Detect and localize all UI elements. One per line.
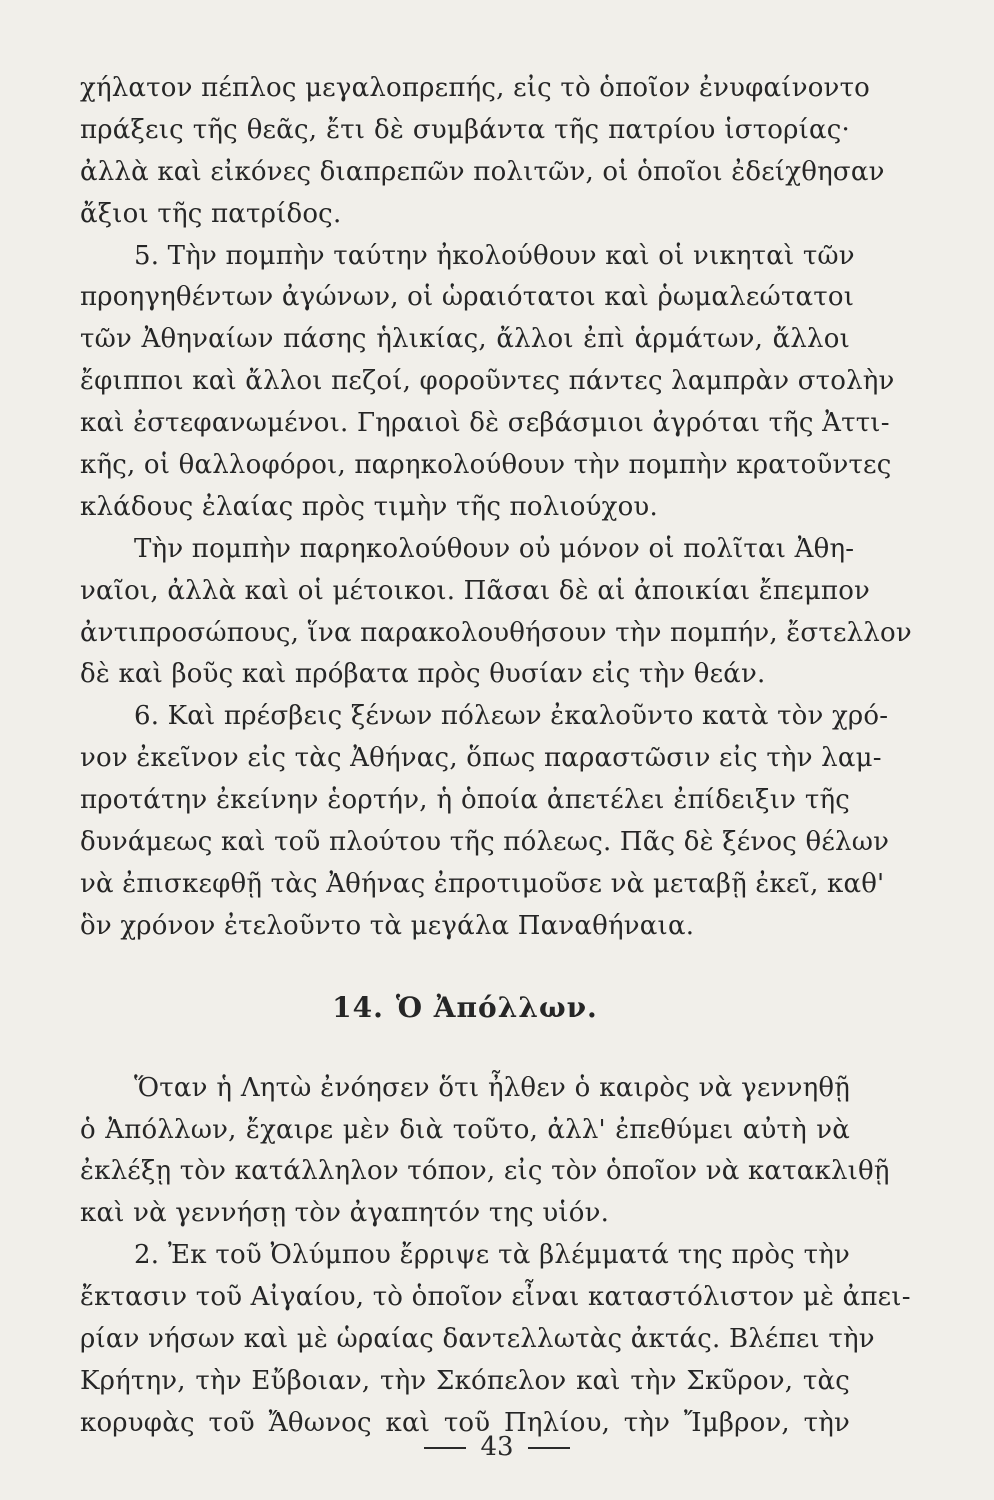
text-line: ἀντιπροσώπους, ἵνα παρακολουθήσουν τὴν πομπήν, ἔστελλον [80, 617, 912, 648]
text-line: ἀλλὰ καὶ εἰκόνες διαπρεπῶν πολιτῶν, οἱ ὁποῖοι ἐδείχθησαν [80, 156, 885, 187]
text-line: Κρήτην, τὴν Εὔβοιαν, τὴν Σκόπελον καὶ τὴν Σκῦρον, τὰς [80, 1365, 850, 1396]
section-after [80, 1068, 911, 1445]
text-line: τῶν Ἀθηναίων πάσης ἡλικίας, ἄλλοι ἐπὶ ἁρμάτων, ἄλλοι [80, 324, 850, 355]
text-line: ὁ Ἀπόλλων, ἔχαιρε μὲν διὰ τοῦτο, ἀλλ' ἐπεθύμει αὐτὴ νὰ [80, 1114, 850, 1145]
text-line: 2. Ἐκ τοῦ Ὀλύμπου ἔρριψε τὰ βλέμματά της πρὸς τὴν [134, 1240, 850, 1271]
text-line: ναῖοι, ἀλλὰ καὶ οἱ μέτοικοι. Πᾶσαι δὲ αἱ ἀποικίαι ἔπεμπον [80, 575, 871, 606]
text-line: νον ἐκεῖνον εἰς τὰς Ἀθήνας, ὅπως παραστῶσιν εἰς τὴν λαμ- [80, 743, 882, 774]
chapter-heading [80, 948, 850, 1068]
page-number: 43 [480, 1432, 514, 1462]
text-line: δὲ καὶ βοῦς καὶ πρόβατα πρὸς θυσίαν εἰς τὴν θεάν. [80, 659, 766, 690]
text-line: κλάδους ἐλαίας πρὸς τιμὴν τῆς πολιούχου. [80, 491, 658, 522]
text-line: κορυφὰς τοῦ Ἄθωνος καὶ τοῦ Πηλίου, τὴν Ἴμβρον, τὴν [80, 1407, 850, 1438]
text-line: κῆς, οἱ θαλλοφόροι, παρηκολούθουν τὴν πομπὴν κρατοῦντες [80, 450, 892, 481]
chapter-number: 14. [332, 991, 384, 1025]
dash-right [528, 1447, 570, 1449]
text-line: 6. Καὶ πρέσβεις ξένων πόλεων ἐκαλοῦντο κατὰ τὸν χρό- [134, 701, 889, 732]
page-footer [0, 1432, 994, 1462]
text-line: ἔφιπποι καὶ ἄλλοι πεζοί, φοροῦντες πάντες λαμπρὰν στολὴν [80, 366, 895, 397]
text-line: νὰ ἐπισκεφθῇ τὰς Ἀθήνας ἐπροτιμοῦσε νὰ μεταβῇ ἐκεῖ, καθ' [80, 868, 885, 899]
text-line: καὶ νὰ γεννήσῃ τὸν ἀγαπητόν της υἱόν. [80, 1198, 610, 1229]
text-line: 5. Τὴν πομπὴν ταύτην ἠκολούθουν καὶ οἱ νικηταὶ τῶν [134, 240, 855, 271]
chapter-title: Ὁ Ἀπόλλων. [395, 991, 598, 1025]
text-line: Ὅταν ἡ Λητὼ ἐνόησεν ὅτι ἦλθεν ὁ καιρὸς νὰ γεννηθῇ [134, 1072, 850, 1103]
text-line: καὶ ἐστεφανωμένοι. Γηραιοὶ δὲ σεβάσμιοι ἀγρόται τῆς Ἀττι- [80, 408, 890, 439]
text-line: ρίαν νήσων καὶ μὲ ὡραίας δαντελλωτὰς ἀκτάς. Βλέπει τὴν [80, 1324, 875, 1355]
text-line: ἐκλέξῃ τὸν κατάλληλον τόπον, εἰς τὸν ὁποῖον νὰ κατακλιθῇ [80, 1156, 890, 1187]
text-line: πράξεις τῆς θεᾶς, ἔτι δὲ συμβάντα τῆς πατρίου ἱστορίας· [80, 114, 850, 145]
text-line: ὃν χρόνον ἐτελοῦντο τὰ μεγάλα Παναθήναια. [80, 910, 695, 941]
text-line: προτάτην ἐκείνην ἑορτήν, ἡ ὁποία ἀπετέλει ἐπίδειξιν τῆς [80, 785, 850, 816]
text-line: ἔκτασιν τοῦ Αἰγαίου, τὸ ὁποῖον εἶναι καταστόλιστον μὲ ἀπει- [80, 1282, 911, 1313]
dash-left [424, 1447, 466, 1449]
text-line: ἄξιοι τῆς πατρίδος. [80, 198, 342, 229]
text-line: δυνάμεως καὶ τοῦ πλούτου τῆς πόλεως. Πᾶς δὲ ξένος θέλων [80, 827, 890, 858]
page-body [80, 68, 912, 1445]
section-before [80, 68, 912, 948]
text-line: χήλατον πέπλος μεγαλοπρεπής, εἰς τὸ ὁποῖον ἐνυφαίνοντο [80, 73, 870, 103]
text-line: Τὴν πομπὴν παρηκολούθουν οὐ μόνον οἱ πολῖται Ἀθη- [134, 533, 855, 564]
text-line: προηγηθέντων ἀγώνων, οἱ ὡραιότατοι καὶ ῥωμαλεώτατοι [80, 282, 855, 313]
